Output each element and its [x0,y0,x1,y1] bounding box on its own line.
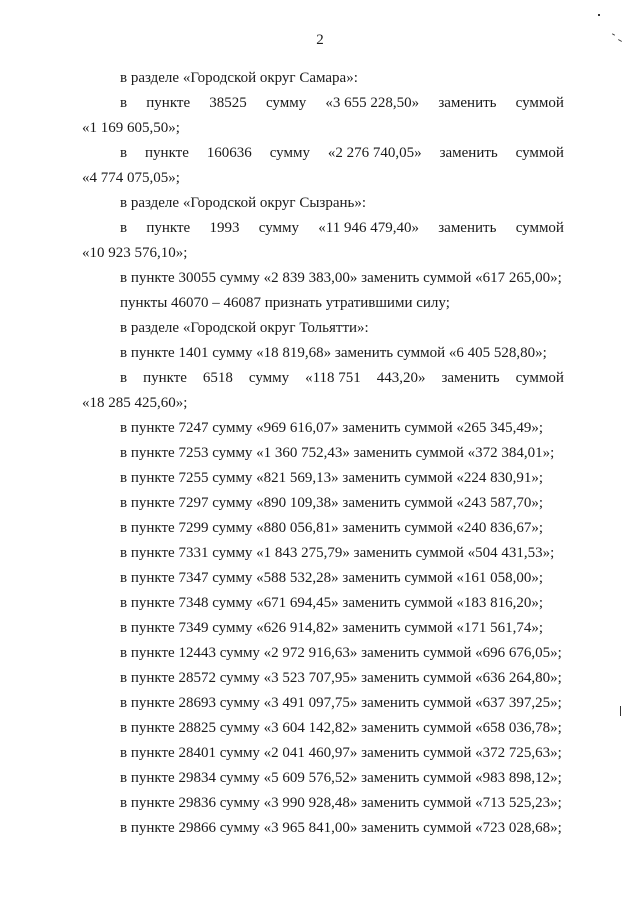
scan-speck [620,706,621,716]
paragraph-line: в пункте 28401 сумму «2 041 460,97» заменить суммой «372 725,63»; [120,745,562,761]
paragraph-line: в пункте 29866 сумму «3 965 841,00» заменить суммой «723 028,68»; [120,820,562,836]
word: 443,20» [376,370,426,386]
word: суммой [515,220,564,236]
paragraph-line: в пункте 28693 сумму «3 491 097,75» заменить суммой «637 397,25»; [120,695,562,711]
scan-speck [598,14,600,16]
word: пункте [146,95,191,111]
paragraph-line: в разделе «Городской округ Самара»: [120,70,358,86]
paragraph-line: в пункте 29836 сумму «3 990 928,48» заменить суммой «713 525,23»; [120,795,562,811]
paragraph-continuation: «10 923 576,10»; [82,245,188,261]
word: 160636 [206,145,252,161]
word: «11 946 479,40» [318,220,419,236]
word: суммой [515,145,564,161]
word: «118 751 [305,370,361,386]
paragraph-line: в разделе «Городской округ Тольятти»: [120,320,369,336]
word: пункте [143,370,187,386]
word: в [120,145,128,161]
paragraph-line: в пункте 12443 сумму «2 972 916,63» заменить суммой «696 676,05»; [120,645,562,661]
paragraph-line-justified [82,141,564,166]
word: заменить [438,220,497,236]
paragraph-line-justified [82,91,564,116]
word: сумму [258,220,299,236]
paragraph-continuation: «4 774 075,05»; [82,170,180,186]
word: сумму [269,145,310,161]
paragraph-line: в пункте 28572 сумму «3 523 707,95» заменить суммой «636 264,80»; [120,670,562,686]
paragraph-line: в пункте 7331 сумму «1 843 275,79» заменить суммой «504 431,53»; [120,545,555,561]
word: заменить [439,145,498,161]
paragraph-continuation: «18 285 425,60»; [82,395,188,411]
word: пункте [146,220,191,236]
word: сумму [248,370,290,386]
paragraph-line: в пункте 7347 сумму «588 532,28» заменить суммой «161 058,00»; [120,570,544,586]
word: 38525 [209,95,247,111]
paragraph-line-justified [82,366,564,391]
paragraph-line: в пункте 7299 сумму «880 056,81» заменить суммой «240 836,67»; [120,520,544,536]
word: пункте [145,145,189,161]
paragraph-line: в пункте 29834 сумму «5 609 576,52» заменить суммой «983 898,12»; [120,770,562,786]
word: суммой [515,95,564,111]
word: 1993 [209,220,240,236]
paragraph-line: в пункте 7349 сумму «626 914,82» заменить суммой «171 561,74»; [120,620,544,636]
word: суммой [515,370,564,386]
paragraph-continuation: «1 169 605,50»; [82,120,180,136]
word: сумму [265,95,307,111]
paragraph-line: в пункте 7247 сумму «969 616,07» заменить суммой «265 345,49»; [120,420,544,436]
word: заменить [441,370,500,386]
paragraph-line: в пункте 7253 сумму «1 360 752,43» заменить суммой «372 384,01»; [120,445,555,461]
page-number: 2 [316,32,324,48]
document-body [82,66,564,841]
word: в [120,220,128,236]
paragraph-line: в пункте 7348 сумму «671 694,45» заменить суммой «183 816,20»; [120,595,544,611]
paragraph-line: в разделе «Городской округ Сызрань»: [120,195,367,211]
paragraph-line: в пункте 28825 сумму «3 604 142,82» заменить суммой «658 036,78»; [120,720,562,736]
paragraph-line: в пункте 30055 сумму «2 839 383,00» заменить суммой «617 265,00»; [120,270,562,286]
paragraph-line-justified [82,216,564,241]
paragraph-line: пункты 46070 – 46087 признать утратившими силу; [120,295,450,311]
paragraph-line: в пункте 7255 сумму «821 569,13» заменить суммой «224 830,91»; [120,470,544,486]
word: в [120,370,128,386]
paragraph-line: в пункте 7297 сумму «890 109,38» заменить суммой «243 587,70»; [120,495,544,511]
word: «2 276 740,05» [327,145,422,161]
word: 6518 [202,370,233,386]
word: «3 655 228,50» [325,95,420,111]
paragraph-line: в пункте 1401 сумму «18 819,68» заменить суммой «6 405 528,80»; [120,345,547,361]
word: в [120,95,128,111]
word: заменить [438,95,497,111]
